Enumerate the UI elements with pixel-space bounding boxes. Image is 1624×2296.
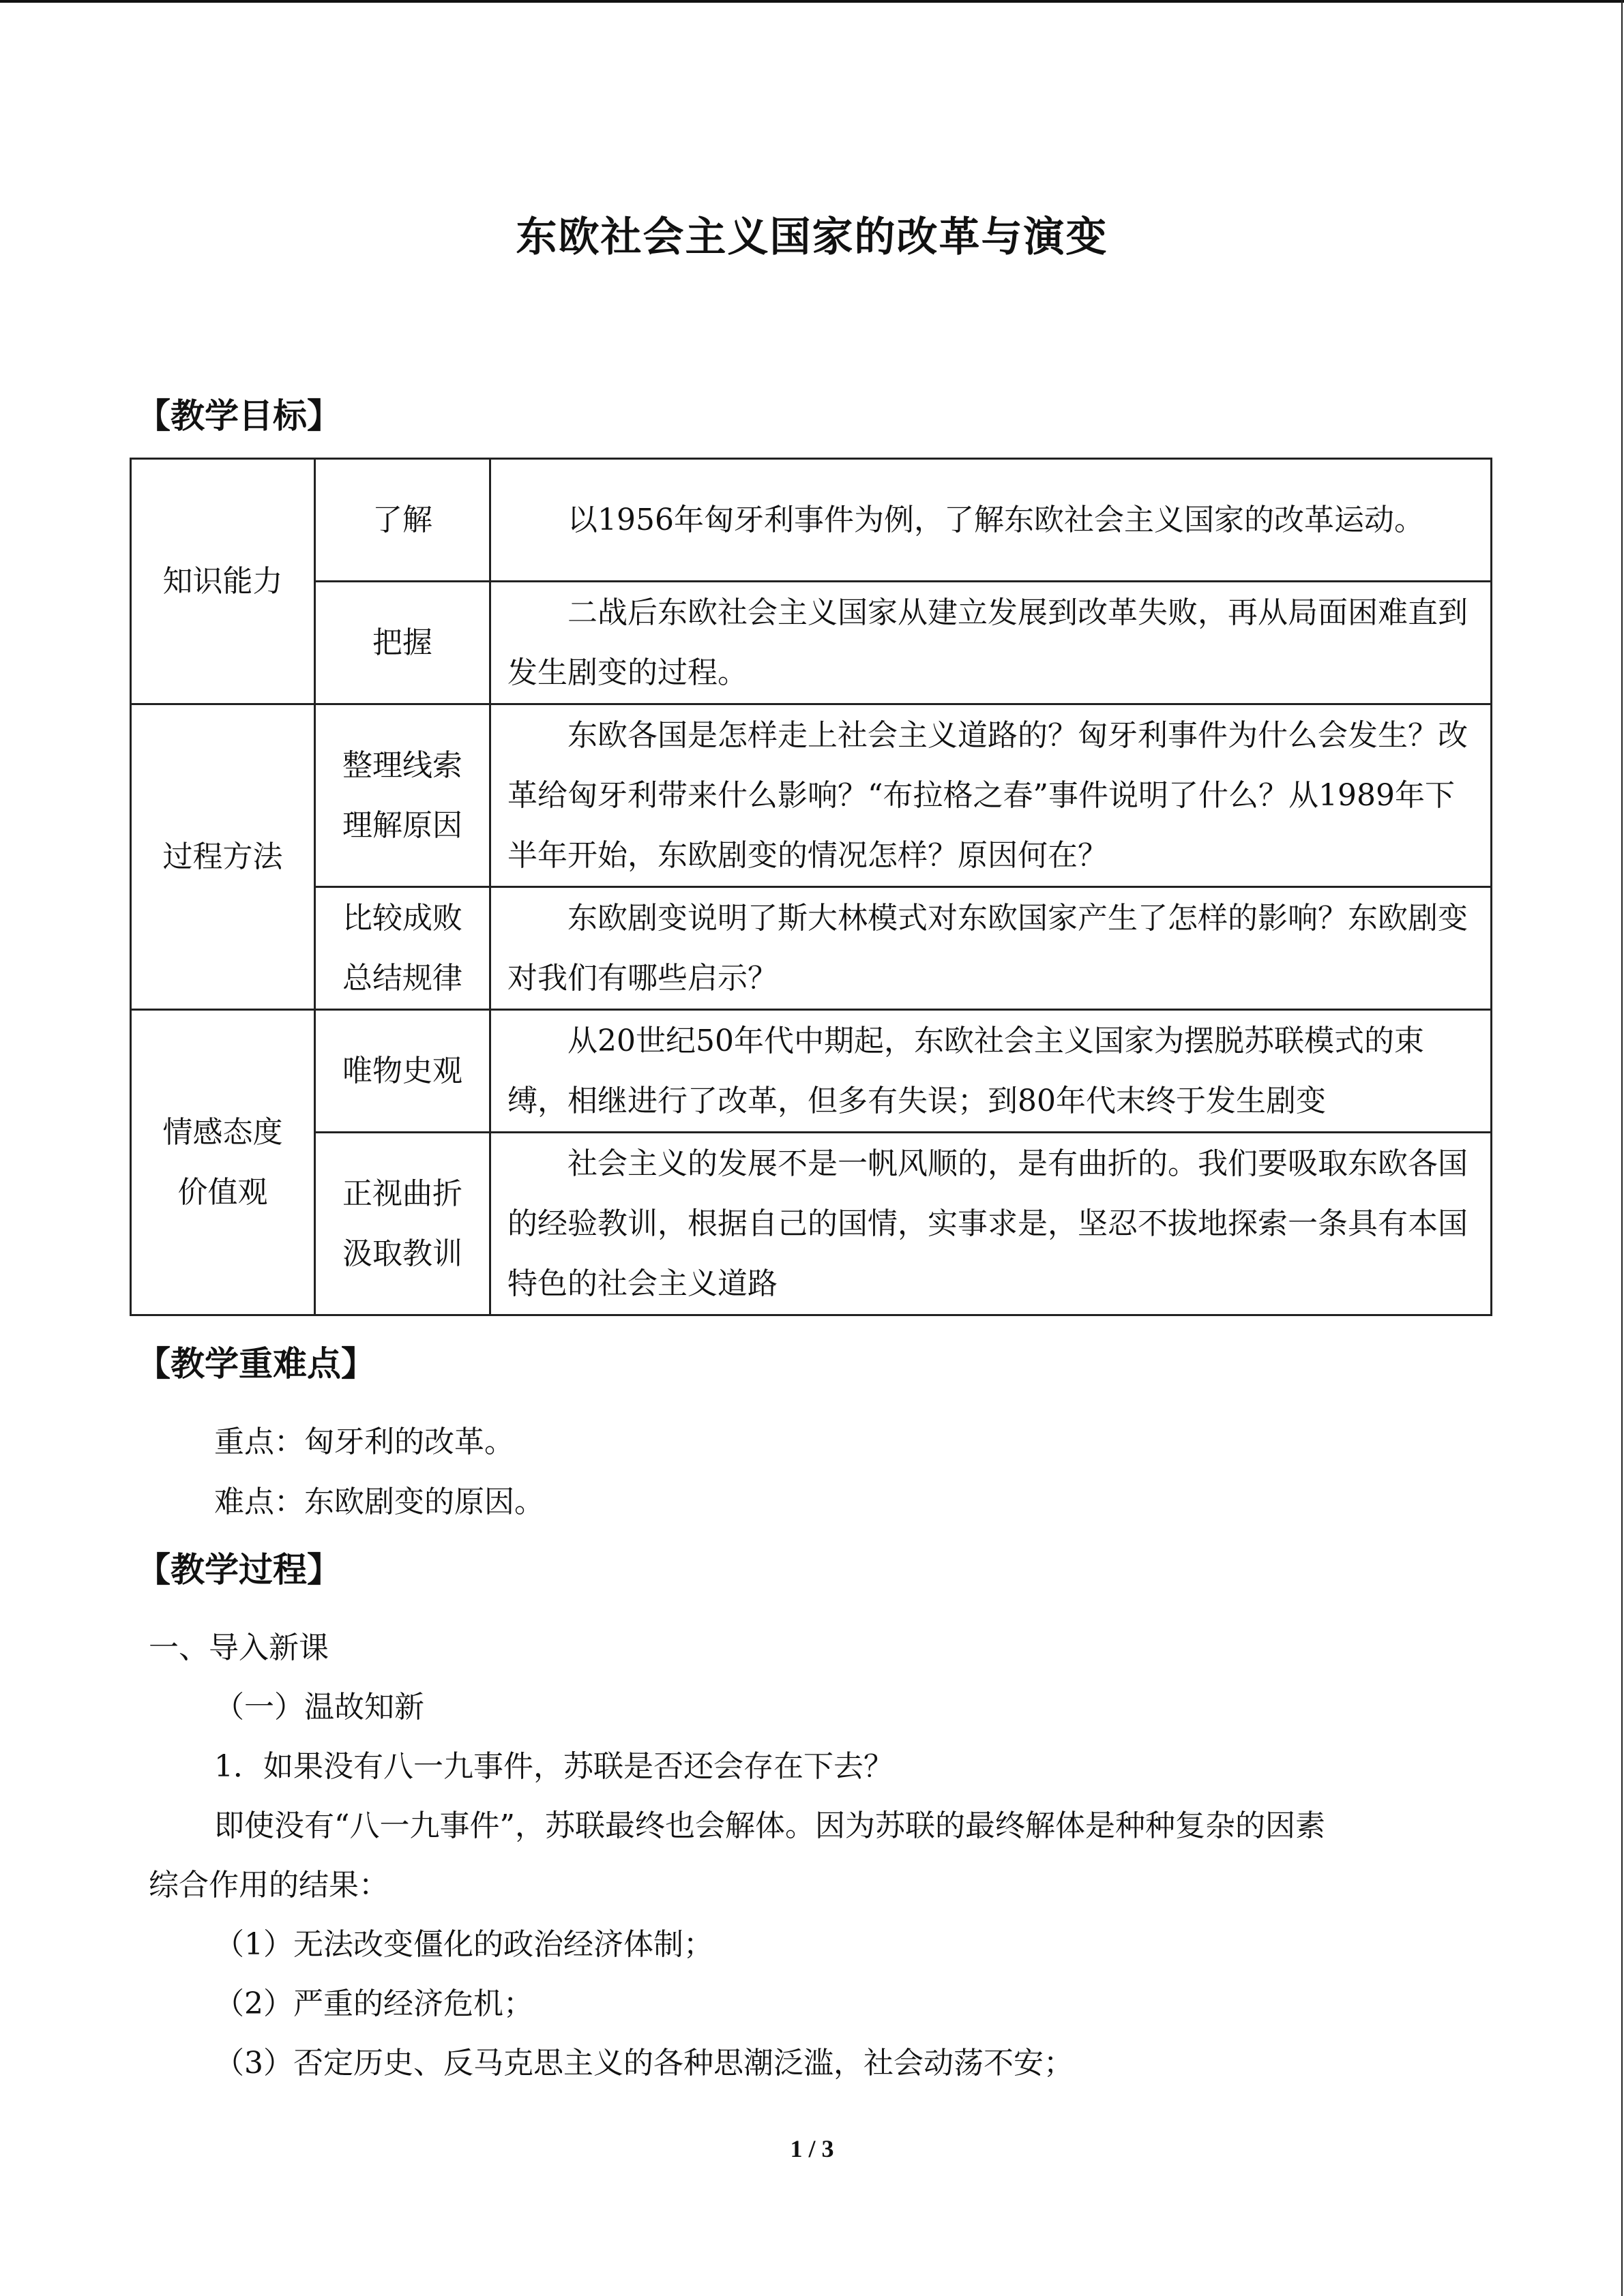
table-row (131, 1010, 1492, 1133)
table-row (131, 582, 1492, 704)
content-cell: 从20世纪50年代中期起，东欧社会主义国家为摆脱苏联模式的束缚，相继进行了改革，但多有失误；到80年代末终于发生剧变 (490, 1010, 1492, 1133)
content-cell: 东欧各国是怎样走上社会主义道路的？匈牙利事件为什么会发生？改革给匈牙利带来什么影响？“布拉格之春”事件说明了什么？从1989年下半年开始，东欧剧变的情况怎样？原因何在？ (490, 704, 1492, 887)
part-title: 一、导入新课 (149, 1630, 329, 1665)
content-cell: 社会主义的发展不是一帆风顺的，是有曲折的。我们要吸取东欧各国的经验教训，根据自己的国情，实事求是，坚忍不拔地探索一条具有本国特色的社会主义道路 (490, 1133, 1492, 1315)
label-cell (315, 704, 490, 887)
label-cell: 把握 (315, 582, 490, 704)
table-row (131, 1133, 1492, 1315)
page-top-border (0, 0, 1624, 3)
category-line: 价值观 (177, 1174, 268, 1210)
table-row (131, 887, 1492, 1010)
section-heading-key-points: 【教学重难点】 (136, 1344, 375, 1384)
category-cell (131, 1010, 315, 1315)
question-1: 1．如果没有八一九事件，苏联是否还会存在下去？ (214, 1749, 894, 1784)
page-right-border (1621, 0, 1623, 2296)
table-row (131, 704, 1492, 887)
section-heading-process: 【教学过程】 (136, 1550, 341, 1590)
content-cell: 二战后东欧社会主义国家从建立发展到改革失败，再从局面困难直到发生剧变的过程。 (490, 582, 1492, 704)
category-cell: 过程方法 (131, 704, 315, 1010)
document-title: 东欧社会主义国家的改革与演变 (516, 213, 1108, 261)
reason-item: （3）否定历史、反马克思主义的各种思潮泛滥，社会动荡不安； (214, 2046, 1074, 2081)
page-number: 1 / 3 (790, 2135, 834, 2162)
section-heading-goals: 【教学目标】 (136, 396, 341, 436)
content-cell: 东欧剧变说明了斯大林模式对东欧国家产生了怎样的影响？东欧剧变对我们有哪些启示？ (490, 887, 1492, 1010)
reason-item: （1）无法改变僵化的政治经济体制； (214, 1927, 713, 1962)
label-line: 比较成败 (342, 900, 462, 936)
label-cell: 唯物史观 (315, 1010, 490, 1133)
label-cell (315, 887, 490, 1010)
key-point-focus: 重点：匈牙利的改革。 (214, 1425, 514, 1459)
content-cell: 以1956年匈牙利事件为例，了解东欧社会主义国家的改革运动。 (490, 459, 1492, 582)
key-point-difficulty: 难点：东欧剧变的原因。 (214, 1485, 544, 1519)
category-cell: 知识能力 (131, 459, 315, 704)
label-line: 汲取教训 (342, 1236, 462, 1271)
answer-line-1: 即使没有“八一九事件”，苏联最终也会解体。因为苏联的最终解体是种种复杂的因素 (214, 1808, 1325, 1843)
label-cell (315, 1133, 490, 1315)
teaching-goals-table (130, 458, 1492, 1316)
label-line: 理解原因 (342, 807, 462, 843)
table-row (131, 459, 1492, 582)
answer-line-2: 综合作用的结果： (149, 1868, 389, 1903)
subsection-title: （一）温故知新 (214, 1690, 424, 1725)
label-cell: 了解 (315, 459, 490, 582)
category-line: 情感态度 (162, 1114, 283, 1150)
label-line: 整理线索 (342, 747, 462, 783)
reason-item: （2）严重的经济危机； (214, 1986, 533, 2021)
label-line: 正视曲折 (342, 1176, 462, 1211)
label-line: 总结规律 (342, 960, 462, 996)
